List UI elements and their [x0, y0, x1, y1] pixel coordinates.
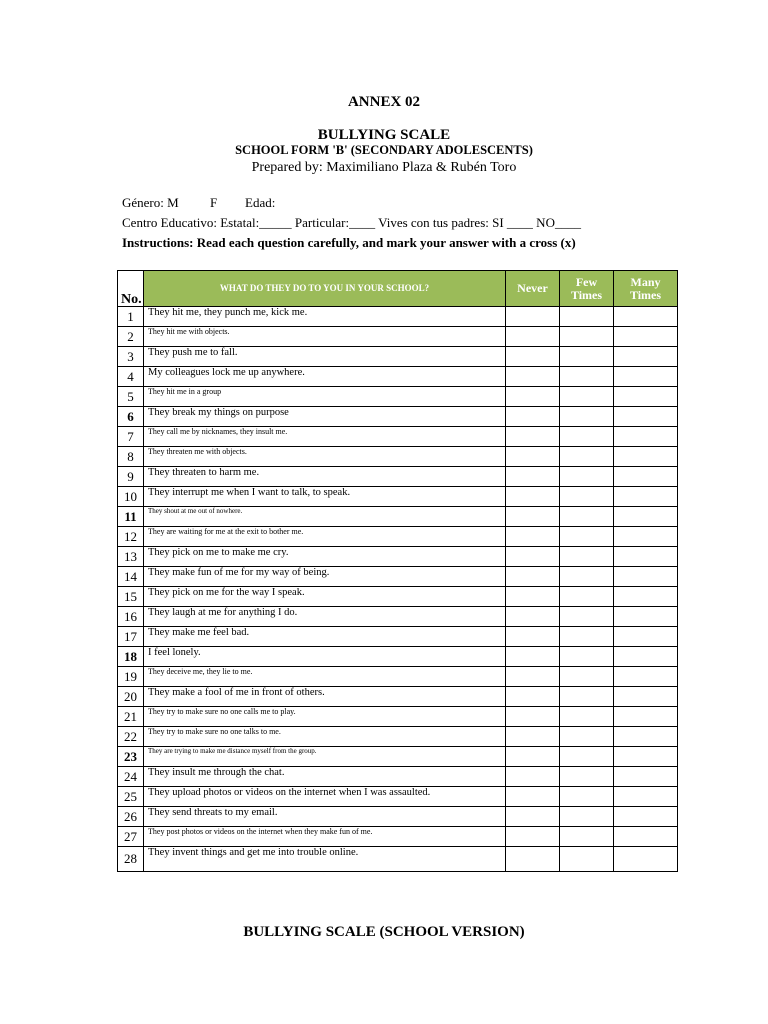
- column-header-many-times: Many Times: [614, 271, 678, 307]
- row-number: 24: [118, 767, 144, 787]
- question-text: They interrupt me when I want to talk, to speak.: [144, 487, 506, 507]
- answer-cell-never[interactable]: [506, 467, 560, 487]
- answer-cell-few-times[interactable]: [560, 427, 614, 447]
- table-row: [118, 547, 678, 567]
- question-text: They are trying to make me distance myself from the group.: [144, 747, 506, 767]
- table-row: [118, 627, 678, 647]
- answer-cell-many-times[interactable]: [614, 527, 678, 547]
- answer-cell-few-times[interactable]: [560, 487, 614, 507]
- table-row: [118, 607, 678, 627]
- question-text: They break my things on purpose: [144, 407, 506, 427]
- answer-cell-few-times[interactable]: [560, 687, 614, 707]
- row-number: 7: [118, 427, 144, 447]
- answer-cell-never[interactable]: [506, 427, 560, 447]
- question-text: They pick on me to make me cry.: [144, 547, 506, 567]
- column-header-never: Never: [506, 271, 560, 307]
- answer-cell-few-times[interactable]: [560, 827, 614, 847]
- row-number: 18: [118, 647, 144, 667]
- question-text: They post photos or videos on the internet when they make fun of me.: [144, 827, 506, 847]
- row-number: 5: [118, 387, 144, 407]
- row-number: 14: [118, 567, 144, 587]
- table-row: [118, 587, 678, 607]
- answer-cell-never[interactable]: [506, 707, 560, 727]
- question-text: They try to make sure no one talks to me.: [144, 727, 506, 747]
- answer-cell-never[interactable]: [506, 367, 560, 387]
- answer-cell-many-times[interactable]: [614, 587, 678, 607]
- question-text: They pick on me for the way I speak.: [144, 587, 506, 607]
- answer-cell-few-times[interactable]: [560, 327, 614, 347]
- row-number: 2: [118, 327, 144, 347]
- question-text: They laugh at me for anything I do.: [144, 607, 506, 627]
- answer-cell-many-times[interactable]: [614, 327, 678, 347]
- answer-cell-few-times[interactable]: [560, 707, 614, 727]
- answer-cell-never[interactable]: [506, 487, 560, 507]
- answer-cell-many-times[interactable]: [614, 807, 678, 827]
- form-subtitle: SCHOOL FORM 'B' (SECONDARY ADOLESCENTS): [235, 143, 533, 157]
- answer-cell-many-times[interactable]: [614, 687, 678, 707]
- row-number: 16: [118, 607, 144, 627]
- row-number: 6: [118, 407, 144, 427]
- answer-cell-many-times[interactable]: [614, 847, 678, 872]
- question-text: They hit me in a group: [144, 387, 506, 407]
- answer-cell-many-times[interactable]: [614, 827, 678, 847]
- answer-cell-few-times[interactable]: [560, 787, 614, 807]
- answer-cell-many-times[interactable]: [614, 407, 678, 427]
- table-row: [118, 687, 678, 707]
- table-row: [118, 367, 678, 387]
- bullying-scale-table: [117, 270, 678, 872]
- answer-cell-many-times[interactable]: [614, 647, 678, 667]
- answer-cell-few-times[interactable]: [560, 767, 614, 787]
- table-row: [118, 647, 678, 667]
- prepared-by: Prepared by: Maximiliano Plaza & Rubén Toro: [251, 160, 517, 175]
- question-text: They invent things and get me into trouble online.: [144, 847, 506, 872]
- row-number: 1: [118, 307, 144, 327]
- answer-cell-many-times[interactable]: [614, 387, 678, 407]
- answer-cell-never[interactable]: [506, 387, 560, 407]
- centro-educativo-line: Centro Educativo: Estatal:_____ Particular:____ Vives con tus padres: SI ____ NO____: [122, 215, 581, 230]
- table-row: [118, 747, 678, 767]
- answer-cell-many-times[interactable]: [614, 307, 678, 327]
- answer-cell-never[interactable]: [506, 807, 560, 827]
- answer-cell-never[interactable]: [506, 407, 560, 427]
- table-row: [118, 527, 678, 547]
- answer-cell-few-times[interactable]: [560, 407, 614, 427]
- question-text: They make a fool of me in front of others.: [144, 687, 506, 707]
- answer-cell-never[interactable]: [506, 307, 560, 327]
- genero-label: Género: M: [122, 195, 179, 210]
- answer-cell-never[interactable]: [506, 507, 560, 527]
- table-row: [118, 727, 678, 747]
- table-row: [118, 767, 678, 787]
- answer-cell-never[interactable]: [506, 567, 560, 587]
- row-number: 22: [118, 727, 144, 747]
- answer-cell-many-times[interactable]: [614, 727, 678, 747]
- answer-cell-never[interactable]: [506, 327, 560, 347]
- answer-cell-few-times[interactable]: [560, 747, 614, 767]
- question-text: I feel lonely.: [144, 647, 506, 667]
- answer-cell-never[interactable]: [506, 767, 560, 787]
- table-row: [118, 707, 678, 727]
- answer-cell-few-times[interactable]: [560, 627, 614, 647]
- answer-cell-few-times[interactable]: [560, 567, 614, 587]
- table-row: [118, 467, 678, 487]
- answer-cell-few-times[interactable]: [560, 527, 614, 547]
- answer-cell-many-times[interactable]: [614, 627, 678, 647]
- table-row: [118, 447, 678, 467]
- row-number: 20: [118, 687, 144, 707]
- answer-cell-few-times[interactable]: [560, 847, 614, 872]
- row-number: 17: [118, 627, 144, 647]
- row-number: 13: [118, 547, 144, 567]
- answer-cell-few-times[interactable]: [560, 347, 614, 367]
- table-row: [118, 347, 678, 367]
- answer-cell-many-times[interactable]: [614, 747, 678, 767]
- answer-cell-few-times[interactable]: [560, 307, 614, 327]
- answer-cell-never[interactable]: [506, 847, 560, 872]
- answer-cell-never[interactable]: [506, 547, 560, 567]
- row-number: 15: [118, 587, 144, 607]
- answer-cell-many-times[interactable]: [614, 487, 678, 507]
- row-number: 8: [118, 447, 144, 467]
- instructions: Instructions: Read each question carefully, and mark your answer with a cross (x): [122, 235, 576, 250]
- answer-cell-many-times[interactable]: [614, 767, 678, 787]
- answer-cell-few-times[interactable]: [560, 647, 614, 667]
- answer-cell-many-times[interactable]: [614, 567, 678, 587]
- question-text: They make me feel bad.: [144, 627, 506, 647]
- answer-cell-never[interactable]: [506, 627, 560, 647]
- row-number: 25: [118, 787, 144, 807]
- answer-cell-few-times[interactable]: [560, 807, 614, 827]
- answer-cell-few-times[interactable]: [560, 507, 614, 527]
- answer-cell-never[interactable]: [506, 787, 560, 807]
- question-text: They send threats to my email.: [144, 807, 506, 827]
- genero-f-option: F: [210, 195, 218, 210]
- answer-cell-few-times[interactable]: [560, 447, 614, 467]
- table-row: [118, 847, 678, 872]
- table-row: [118, 327, 678, 347]
- table-row: [118, 567, 678, 587]
- answer-cell-many-times[interactable]: [614, 667, 678, 687]
- table-row: [118, 307, 678, 327]
- answer-cell-never[interactable]: [506, 647, 560, 667]
- row-number: 4: [118, 367, 144, 387]
- table-row: [118, 507, 678, 527]
- row-number: 27: [118, 827, 144, 847]
- table-row: [118, 427, 678, 447]
- footer-title: BULLYING SCALE (SCHOOL VERSION): [243, 924, 525, 940]
- question-text: They upload photos or videos on the internet when I was assaulted.: [144, 787, 506, 807]
- answer-cell-many-times[interactable]: [614, 447, 678, 467]
- question-text: They make fun of me for my way of being.: [144, 567, 506, 587]
- answer-cell-few-times[interactable]: [560, 667, 614, 687]
- answer-cell-never[interactable]: [506, 667, 560, 687]
- answer-cell-many-times[interactable]: [614, 607, 678, 627]
- table-row: [118, 827, 678, 847]
- answer-cell-never[interactable]: [506, 347, 560, 367]
- row-number: 9: [118, 467, 144, 487]
- answer-cell-few-times[interactable]: [560, 387, 614, 407]
- question-text: They threaten me with objects.: [144, 447, 506, 467]
- answer-cell-few-times[interactable]: [560, 587, 614, 607]
- table-row: [118, 487, 678, 507]
- answer-cell-never[interactable]: [506, 607, 560, 627]
- row-number: 10: [118, 487, 144, 507]
- answer-cell-many-times[interactable]: [614, 547, 678, 567]
- column-header-question: WHAT DO THEY DO TO YOU IN YOUR SCHOOL?: [144, 271, 506, 307]
- column-header-few-times: Few Times: [560, 271, 614, 307]
- answer-cell-never[interactable]: [506, 827, 560, 847]
- answer-cell-many-times[interactable]: [614, 787, 678, 807]
- genero-line: [122, 195, 275, 211]
- question-text: They are waiting for me at the exit to bother me.: [144, 527, 506, 547]
- question-text: They deceive me, they lie to me.: [144, 667, 506, 687]
- row-number: 26: [118, 807, 144, 827]
- row-number: 23: [118, 747, 144, 767]
- question-text: They insult me through the chat.: [144, 767, 506, 787]
- answer-cell-never[interactable]: [506, 687, 560, 707]
- edad-label: Edad:: [245, 195, 276, 210]
- column-header-no: No.: [118, 271, 144, 307]
- question-text: They try to make sure no one calls me to play.: [144, 707, 506, 727]
- document-title: BULLYING SCALE: [317, 127, 451, 143]
- answer-cell-never[interactable]: [506, 727, 560, 747]
- row-number: 3: [118, 347, 144, 367]
- answer-cell-few-times[interactable]: [560, 467, 614, 487]
- table-row: [118, 667, 678, 687]
- question-text: My colleagues lock me up anywhere.: [144, 367, 506, 387]
- answer-cell-many-times[interactable]: [614, 507, 678, 527]
- table-row: [118, 787, 678, 807]
- table-row: [118, 807, 678, 827]
- answer-cell-never[interactable]: [506, 447, 560, 467]
- answer-cell-many-times[interactable]: [614, 467, 678, 487]
- annex-heading: ANNEX 02: [347, 94, 421, 110]
- row-number: 19: [118, 667, 144, 687]
- answer-cell-never[interactable]: [506, 527, 560, 547]
- row-number: 11: [118, 507, 144, 527]
- answer-cell-never[interactable]: [506, 747, 560, 767]
- question-text: They hit me, they punch me, kick me.: [144, 307, 506, 327]
- question-text: They shout at me out of nowhere.: [144, 507, 506, 527]
- answer-cell-many-times[interactable]: [614, 427, 678, 447]
- table-row: [118, 387, 678, 407]
- answer-cell-few-times[interactable]: [560, 727, 614, 747]
- answer-cell-few-times[interactable]: [560, 367, 614, 387]
- row-number: 12: [118, 527, 144, 547]
- question-text: They push me to fall.: [144, 347, 506, 367]
- answer-cell-few-times[interactable]: [560, 547, 614, 567]
- answer-cell-many-times[interactable]: [614, 707, 678, 727]
- answer-cell-few-times[interactable]: [560, 607, 614, 627]
- row-number: 21: [118, 707, 144, 727]
- answer-cell-never[interactable]: [506, 587, 560, 607]
- question-text: They hit me with objects.: [144, 327, 506, 347]
- answer-cell-many-times[interactable]: [614, 367, 678, 387]
- question-text: They call me by nicknames, they insult me.: [144, 427, 506, 447]
- answer-cell-many-times[interactable]: [614, 347, 678, 367]
- row-number: 28: [118, 847, 144, 872]
- table-row: [118, 407, 678, 427]
- question-text: They threaten to harm me.: [144, 467, 506, 487]
